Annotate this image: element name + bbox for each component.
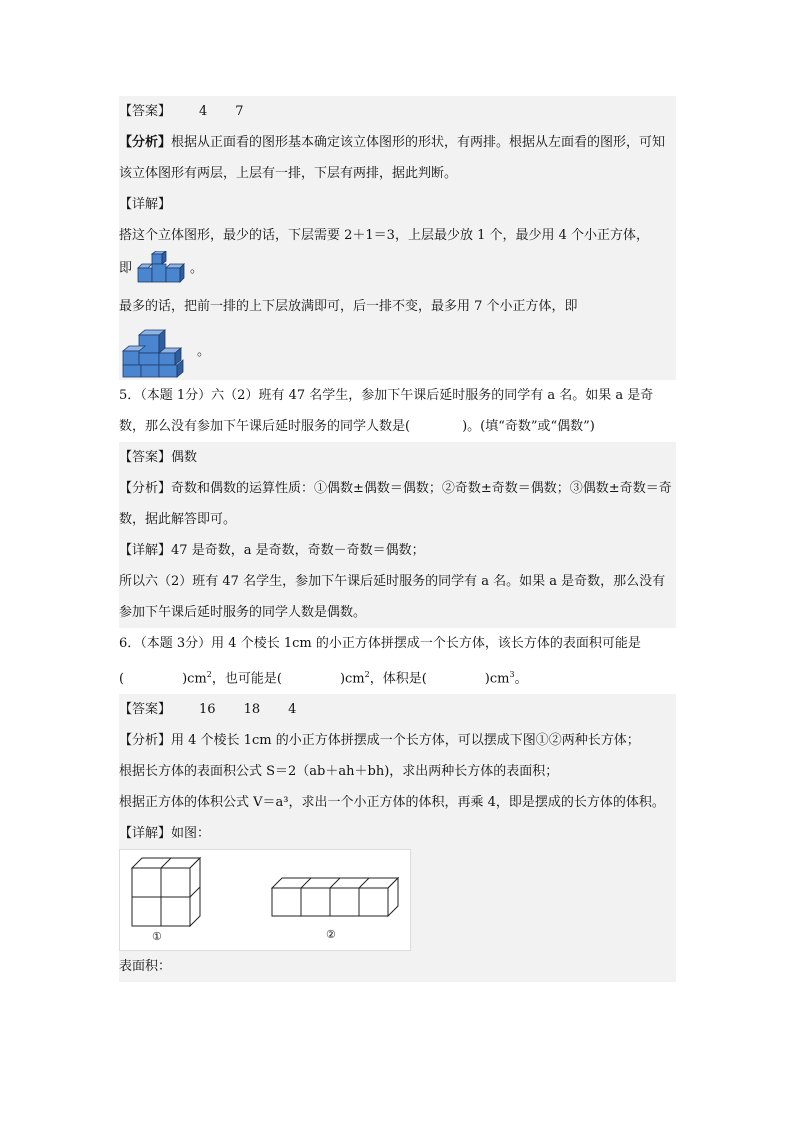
analysis-text: 用 4 个棱长 1cm 的小正方体拼摆成一个长方体，可以摆成下图①②两种长方体； xyxy=(171,733,640,749)
figure-label-1: ① xyxy=(152,930,162,944)
answer-value: 偶数 xyxy=(171,450,198,465)
unit-cm: )cm xyxy=(339,671,365,687)
page-content xyxy=(119,96,676,982)
q5-detail-2: 所以六（2）班有 47 名学生，参加下午课后延时服务的同学有 a 名。如果 a 是奇数，那么没有参加下午课后延时服务的同学人数是偶数。 xyxy=(119,574,666,620)
q5-question: 5．（本题 1分）六（2）班有 47 名学生，参加下午课后延时服务的同学有 a 名。如果 a 是奇数，那么没有参加下午课后延时服务的同学人数是( )。(填“奇数”或“偶数”) xyxy=(119,388,654,434)
detail-label: 【详解】 xyxy=(119,197,172,212)
cuboid-figures xyxy=(119,849,411,951)
answer-value-2: 18 xyxy=(243,702,261,718)
answer-value-1: 4 xyxy=(199,104,208,119)
max-cubes-figure xyxy=(119,323,197,379)
analysis-label: 【分析】 xyxy=(119,135,172,150)
unit-cm: )cm xyxy=(484,671,510,687)
period: 。 xyxy=(190,260,204,276)
paren-open: ( xyxy=(119,671,125,687)
q6-question-2 xyxy=(119,659,676,694)
min-cubes-figure xyxy=(132,251,190,285)
ji-text: 即 xyxy=(119,260,133,276)
q6-solution xyxy=(119,694,676,982)
cuboid-drawings xyxy=(120,850,410,950)
answer-value-3: 4 xyxy=(288,702,297,718)
q5-solution xyxy=(119,442,676,628)
period: 。 xyxy=(514,671,528,687)
q4-min-row xyxy=(119,251,676,285)
q5-analysis xyxy=(119,473,676,535)
superscript-2: 2 xyxy=(364,670,370,679)
text: ，也可能是( xyxy=(211,671,282,687)
answer-value-1: 16 xyxy=(199,702,216,718)
analysis-label: 【分析】 xyxy=(119,481,172,496)
superscript-3: 3 xyxy=(509,670,515,679)
text: ，体积是( xyxy=(369,671,427,687)
q4-solution xyxy=(119,96,676,380)
q5-detail-1 xyxy=(119,535,676,566)
q6-detail xyxy=(119,818,676,849)
q6-analysis-1 xyxy=(119,725,676,756)
detail-label: 【详解】 xyxy=(119,543,172,558)
period: 。 xyxy=(197,343,211,359)
answer-label: 【答案】 xyxy=(119,702,172,718)
answer-value-2: 7 xyxy=(235,104,244,119)
analysis-text: 根据从正面看的图形基本确定该立体图形的形状，有两排。根据从左面看的图形，可知该立体图形有两层，上层有一排，下层有两排，据此判断。 xyxy=(119,135,666,181)
analysis-text: 奇数和偶数的运算性质：①偶数±偶数＝偶数；②奇数±奇数＝偶数；③偶数±奇数＝奇数，据此解答即可。 xyxy=(119,481,672,527)
detail-label: 【详解】 xyxy=(119,826,172,842)
q4-detail-1: 搭这个立体图形，最少的话，下层需要 2＋1＝3，上层最少放 1 个，最少用 4 个小正方体， xyxy=(119,228,650,243)
q4-detail-2: 最多的话，把前一排的上下层放满即可，后一排不变，最多用 7 个小正方体，即 xyxy=(119,299,578,314)
surface-area-label: 表面积： xyxy=(119,959,172,975)
q4-analysis xyxy=(119,127,676,189)
q6-analysis-3: 根据正方体的体积公式 V＝a³，求出一个小正方体的体积，再乘 4，即是摆成的长方体的体积。 xyxy=(119,795,665,811)
q5-answer-line xyxy=(119,442,676,473)
q6-question-1: 6．（本题 3分）用 4 个棱长 1cm 的小正方体拼摆成一个长方体，该长方体的表面积可能是 xyxy=(119,636,641,651)
q6-analysis-2: 根据长方体的表面积公式 S＝2（ab＋ah＋bh)，求出两种长方体的表面积； xyxy=(119,764,559,780)
analysis-label: 【分析】 xyxy=(119,733,172,749)
detail-text: 47 是奇数，a 是奇数，奇数－奇数＝偶数； xyxy=(171,543,425,558)
superscript-2: 2 xyxy=(206,670,212,679)
detail-text: 如图： xyxy=(171,826,211,842)
answer-label: 【答案】 xyxy=(119,450,172,465)
figure-label-2: ② xyxy=(326,928,336,942)
answer-label: 【答案】 xyxy=(119,104,172,119)
unit-cm: )cm xyxy=(182,671,207,687)
q4-max-row xyxy=(119,322,676,380)
q4-answer-line xyxy=(119,96,676,127)
q6-answer-line xyxy=(119,694,676,725)
